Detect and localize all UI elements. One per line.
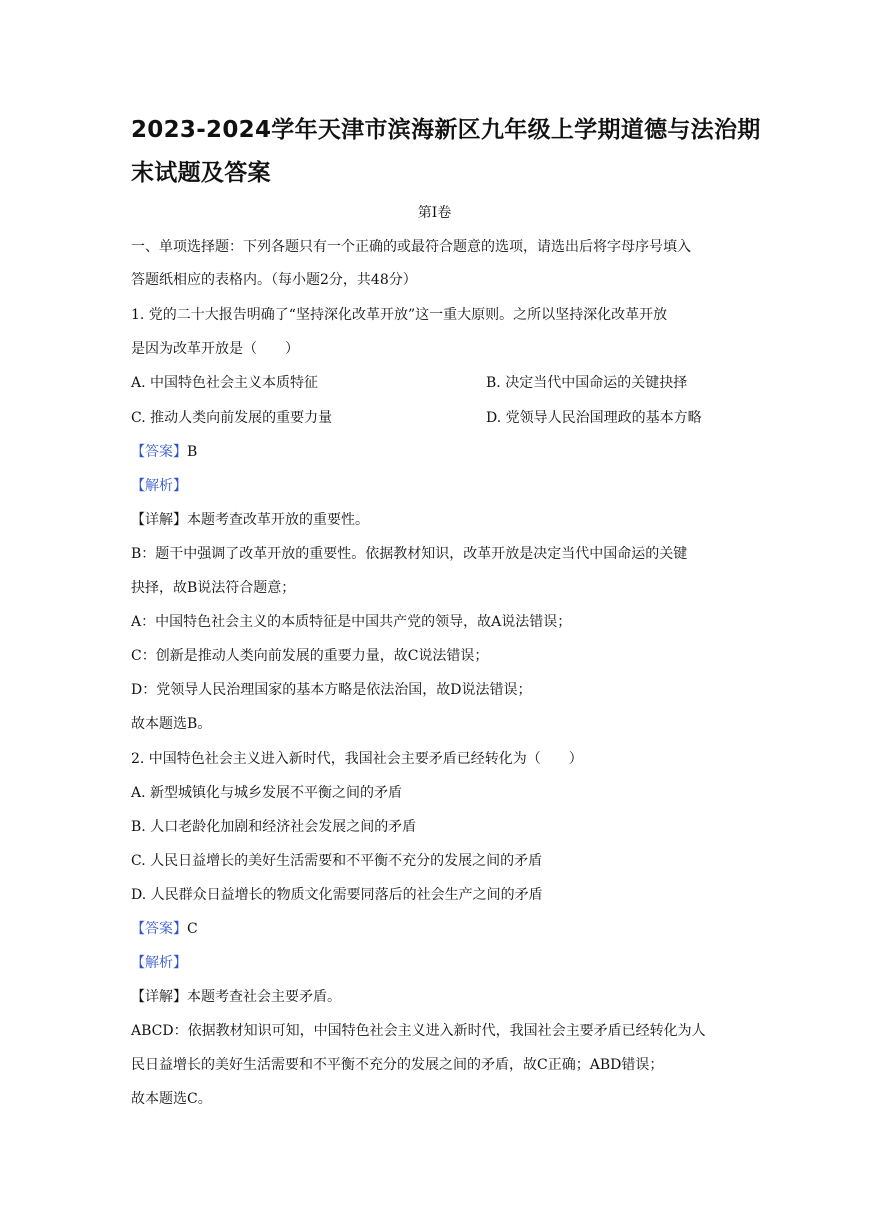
question-1-answer [131,442,197,462]
question-1-detail-line: D：党领导人民治理国家的基本方略是依法治国，故D说法错误； [131,682,532,698]
instructions-line-1: 一、单项选择题：下列各题只有一个正确的或最符合题意的选项，请选出后将字母序号填入 [131,239,691,255]
answer-value: B [187,444,198,460]
question-2-analysis-tag: 【解析】 [131,955,187,971]
question-2-detail-line: 故本题选C。 [131,1091,212,1107]
question-1-option-b: B. 决定当代中国命运的关键抉择 [486,375,688,391]
question-1-detail-line: 【详解】本题考查改革开放的重要性。 [131,512,369,528]
question-1-detail-line: 故本题选B。 [131,716,212,732]
instructions-line-2: 答题纸相应的表格内。（每小题2分，共48分） [131,272,417,288]
question-2-option-d: D. 人民群众日益增长的物质文化需要同落后的社会生产之间的矛盾 [131,887,543,903]
question-2-stem: 2. 中国特色社会主义进入新时代，我国社会主要矛盾已经转化为（ ） [131,751,583,767]
question-1-option-a: A. 中国特色社会主义本质特征 [131,375,319,391]
document-title-line-1: 2023-2024学年天津市滨海新区九年级上学期道德与法治期 [131,117,761,143]
question-1-stem-line-2: 是因为改革开放是（ ） [131,341,299,357]
answer-tag: 【答案】 [131,921,187,937]
question-2-option-a: A. 新型城镇化与城乡发展不平衡之间的矛盾 [131,785,403,801]
question-1-detail-line: C：创新是推动人类向前发展的重要力量，故C说法错误； [131,648,489,664]
answer-value: C [187,921,198,937]
question-2-option-c: C. 人民日益增长的美好生活需要和不平衡不充分的发展之间的矛盾 [131,853,543,869]
question-1-detail-line: 抉择，故B说法符合题意； [131,580,296,596]
question-1-detail-line: A：中国特色社会主义的本质特征是中国共产党的领导，故A说法错误； [131,614,572,630]
question-2-detail-line: 【详解】本题考查社会主要矛盾。 [131,989,341,1005]
question-2-detail-line: ABCD：依据教材知识可知，中国特色社会主义进入新时代，我国社会主要矛盾已经转化为人 [131,1023,706,1039]
question-1-option-d: D. 党领导人民治国理政的基本方略 [486,410,702,426]
question-2-answer [131,919,198,939]
document-title-line-2: 末试题及答案 [131,160,271,186]
question-1-option-c: C. 推动人类向前发展的重要力量 [131,410,333,426]
question-2-option-b: B. 人口老龄化加剧和经济社会发展之间的矛盾 [131,819,417,835]
section-heading: 第Ⅰ卷 [417,205,452,221]
question-1-detail-line: B：题干中强调了改革开放的重要性。依据教材知识，改革开放是决定当代中国命运的关键 [131,546,688,562]
answer-tag: 【答案】 [131,444,187,460]
question-1-analysis-tag: 【解析】 [131,478,187,494]
question-1-stem-line-1: 1. 党的二十大报告明确了“坚持深化改革开放”这一重大原则。之所以坚持深化改革开放 [131,307,668,323]
question-2-detail-line: 民日益增长的美好生活需要和不平衡不充分的发展之间的矛盾，故C正确；ABD错误； [131,1057,664,1073]
